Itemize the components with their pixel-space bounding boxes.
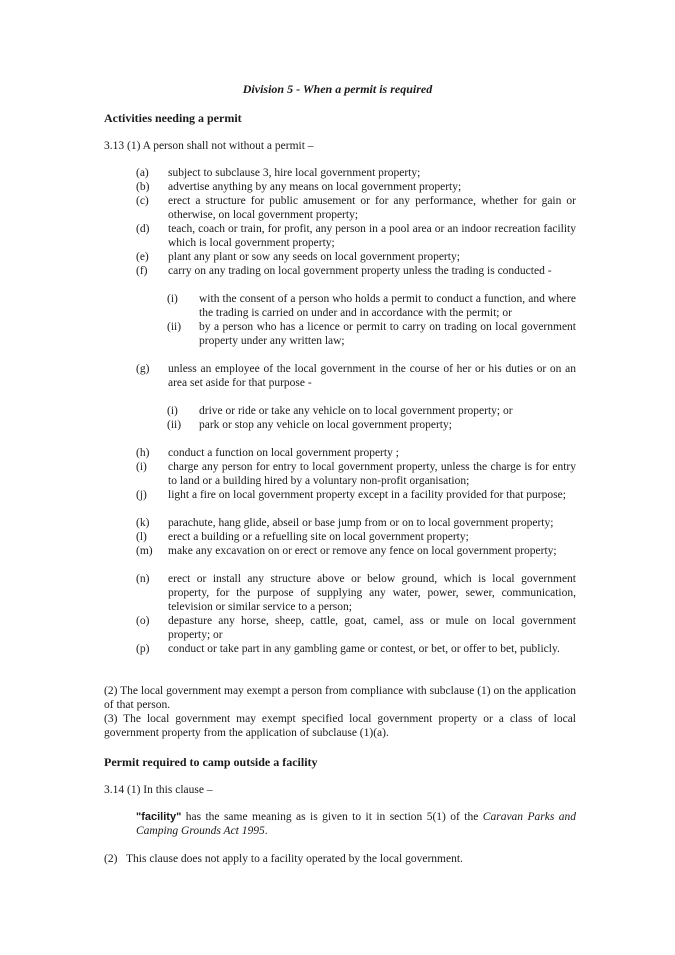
item-label: (o)	[136, 615, 150, 627]
item-label: (e)	[136, 251, 149, 263]
sub-item-label: (ii)	[167, 321, 182, 333]
sub-item-label: (i)	[167, 293, 178, 305]
clause-3-14-intro: 3.14 (1) In this clause –	[104, 784, 213, 796]
item-text: depasture any horse, sheep, cattle, goat, camel, ass or mule on local government property; or	[168, 615, 576, 641]
item-text: carry on any trading on local government property unless the trading is conducted -	[168, 265, 552, 277]
sub-item-label: (ii)	[167, 419, 182, 431]
item-label: (k)	[136, 517, 150, 529]
item-label: (l)	[136, 531, 147, 543]
item-text: conduct a function on local government property ;	[168, 447, 399, 459]
section-title-activities: Activities needing a permit	[104, 111, 242, 125]
item-label: (c)	[136, 195, 149, 207]
item-label: (p)	[136, 643, 150, 655]
division-heading: Division 5 - When a permit is required	[242, 82, 433, 96]
item-text: advertise anything by any means on local government property;	[168, 181, 462, 193]
definition-facility	[136, 810, 576, 838]
item-text: erect or install any structure above or below ground, which is local government property, for the purpose of supplying any water, power, sewer, communication, television or similar service to a person;	[168, 573, 576, 613]
item-label: (g)	[136, 363, 150, 375]
sub-item-label: (i)	[167, 405, 178, 417]
item-text: make any excavation on or erect or remove any fence on local government property;	[168, 545, 557, 557]
sub-item-text: drive or ride or take any vehicle on to local government property; or	[199, 405, 513, 417]
para-label: (2)	[104, 853, 118, 865]
definition-term: "facility"	[136, 811, 182, 823]
sub-item-text: park or stop any vehicle on local government property;	[199, 419, 452, 431]
item-label: (h)	[136, 447, 150, 459]
item-text: conduct or take part in any gambling game or contest, or bet, or offer to bet, publicly.	[168, 643, 560, 655]
item-label: (f)	[136, 265, 148, 277]
item-text: erect a structure for public amusement or for any performance, whether for gain or otherwise, on local government property;	[168, 195, 576, 221]
definition-text: has the same meaning as is given to it in section 5(1) of the	[181, 811, 483, 823]
item-label: (d)	[136, 223, 150, 235]
sub-item-text: with the consent of a person who holds a permit to conduct a function, and where the trading is carried on under and in accordance with the permit; or	[199, 293, 576, 319]
clause-3-13-intro: 3.13 (1) A person shall not without a permit –	[104, 140, 314, 152]
item-text: parachute, hang glide, abseil or base jump from or on to local government property;	[168, 517, 554, 529]
item-label: (a)	[136, 167, 149, 179]
item-text: plant any plant or sow any seeds on local government property;	[168, 251, 460, 263]
item-text: charge any person for entry to local government property, unless the charge is for entry to land or a building hired by a voluntary non-profit organisation;	[168, 461, 576, 487]
para-text: This clause does not apply to a facility operated by the local government.	[126, 853, 463, 865]
item-label: (b)	[136, 181, 150, 193]
item-text: erect a building or a refuelling site on local government property;	[168, 531, 469, 543]
item-label: (j)	[136, 489, 147, 501]
item-label: (i)	[136, 461, 147, 473]
item-text: light a fire on local government property except in a facility provided for that purpose;	[168, 489, 566, 501]
clause-3-13-para-2: (2) The local government may exempt a person from compliance with subclause (1) on the application of that person.	[104, 685, 576, 711]
item-text: unless an employee of the local government in the course of her or his duties or on an area set aside for that purpose -	[168, 363, 576, 389]
act-citation: Caravan Parks and Camping Grounds Act 1995	[136, 811, 576, 837]
item-text: teach, coach or train, for profit, any person in a pool area or an indoor recreation facility which is local government property;	[168, 223, 576, 249]
item-label: (m)	[136, 545, 153, 557]
item-label: (n)	[136, 573, 150, 585]
sub-item-text: by a person who has a licence or permit to carry on trading on local government property under any written law;	[199, 321, 576, 347]
clause-3-13-para-3: (3) The local government may exempt specified local government property or a class of local government property from the application of subclause (1)(a).	[104, 713, 576, 739]
section-title-camping: Permit required to camp outside a facility	[104, 755, 318, 769]
item-text: subject to subclause 3, hire local government property;	[168, 167, 421, 179]
definition-end: .	[264, 825, 268, 837]
